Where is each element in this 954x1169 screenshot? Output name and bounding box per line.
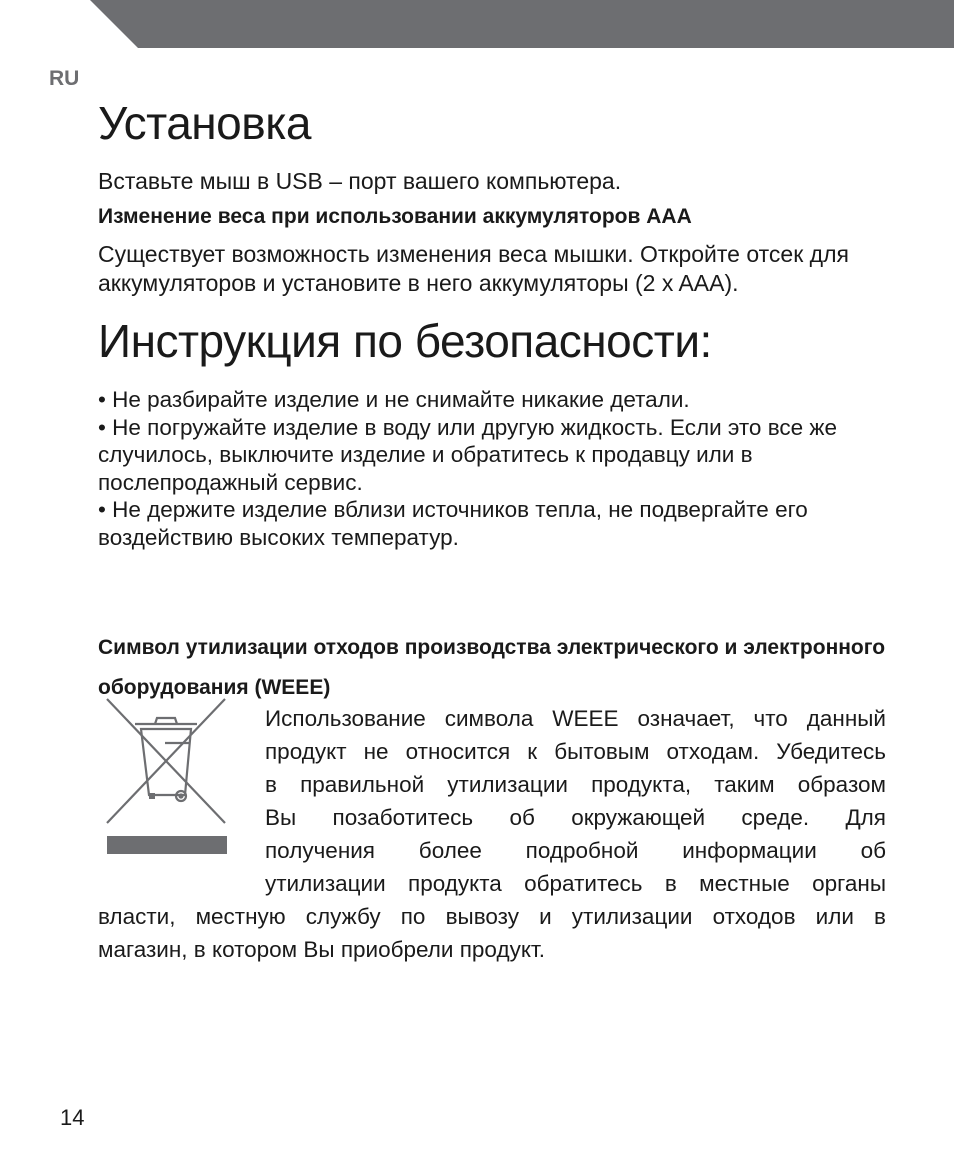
page-number: 14 [60, 1105, 85, 1130]
header-band [90, 0, 954, 48]
weee-text-line: Использование символа WEEE означает, что данный [265, 706, 886, 731]
weee-text-line: получения более подробной информации об [265, 838, 886, 863]
safety-list [98, 386, 888, 551]
language-label: RU [49, 67, 80, 90]
weee-text-line: продукт не относится к бытовым отходам. Убедитесь [265, 739, 886, 764]
weee-text-continued [98, 900, 886, 966]
weee-text-line: утилизации продукта обратитесь в местные органы [265, 871, 886, 896]
weight-text: Существует возможность изменения веса мышки. Откройте отсек для аккумуляторов и установите в него аккумуляторы (2 x AAA). [98, 241, 849, 296]
safety-item: • Не разбирайте изделие и не снимайте никакие детали. [98, 387, 690, 412]
weee-text-line: в правильной утилизации продукта, таким образом [265, 772, 886, 797]
crossed-out-wheelie-bin-icon [105, 697, 227, 857]
weee-text-line: Вы позаботитесь об окружающей среде. Для [265, 805, 886, 830]
section-title-safety: Инструкция по безопасности: [98, 315, 712, 367]
weee-text-line: власти, местную службу по вывозу и утилизации отходов или в [98, 904, 886, 929]
weee-text [265, 702, 886, 900]
safety-item: • Не держите изделие вблизи источников тепла, не подвергайте его воздействию высоких температур. [98, 497, 808, 550]
safety-item: • Не погружайте изделие в воду или другую жидкость. Если это все же случилось, выключите изделие и обратитесь к продавцу или в послепродажный сервис. [98, 414, 837, 495]
installation-text: Вставьте мыш в USB – порт вашего компьютера. [98, 168, 622, 194]
weight-heading: Изменение веса при использовании аккумуляторов AAA [98, 205, 692, 228]
weee-heading: Символ утилизации отходов производства электрического и электронного оборудования (WEEE) [98, 636, 886, 699]
weee-text-line: магазин, в котором Вы приобрели продукт. [98, 937, 545, 962]
section-title-installation: Установка [98, 97, 311, 149]
